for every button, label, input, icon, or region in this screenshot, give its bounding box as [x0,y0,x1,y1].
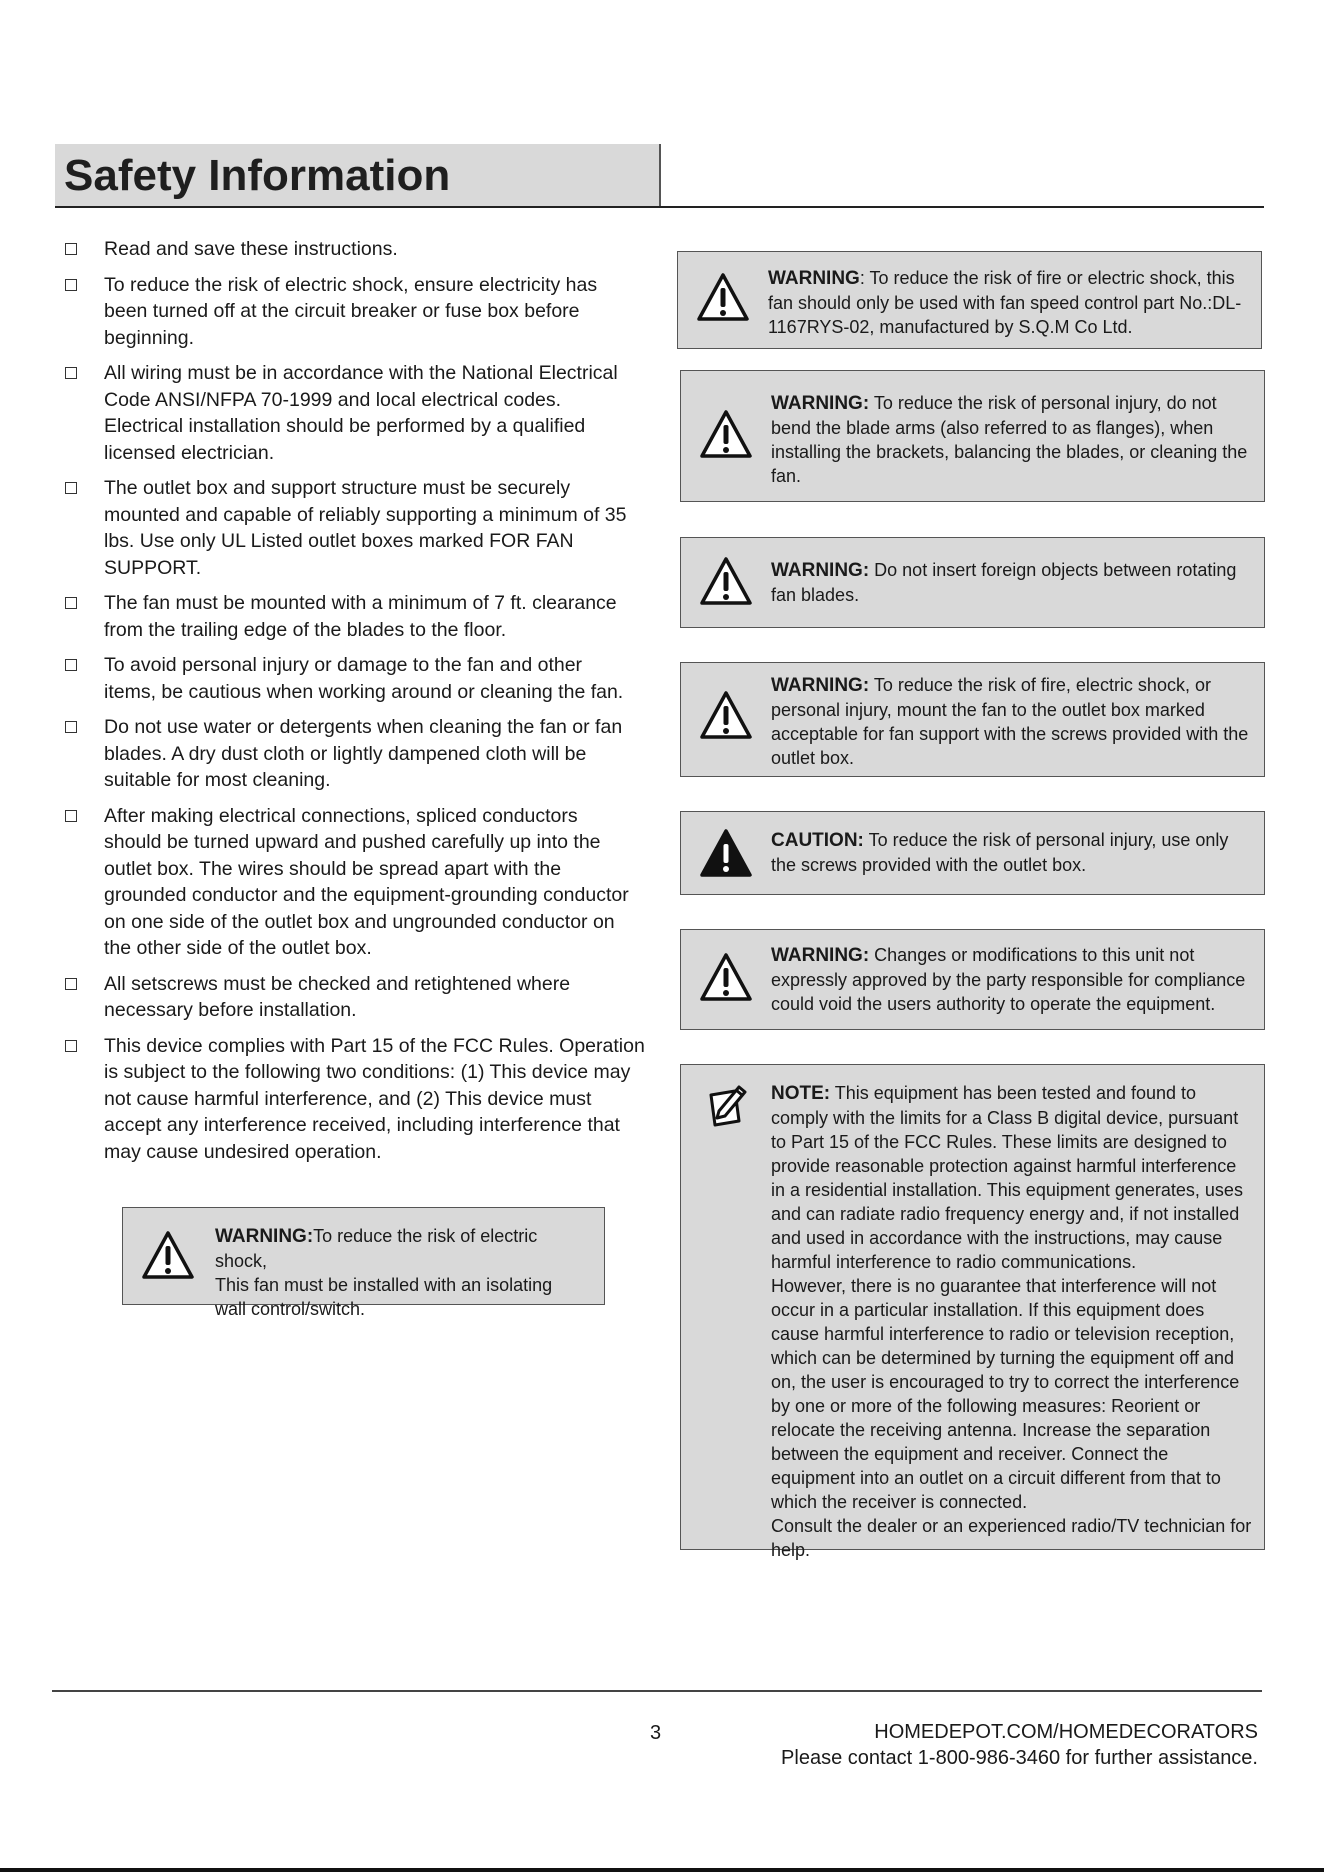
warning-label: WARNING: [771,945,870,966]
list-item-text: This device complies with Part 15 of the FCC Rules. Operation is subject to the following two conditions: (1) This device may not cause harmful interference, and (2) This device must accept any interference received, including interference that may cause undesired operation. [104,1034,645,1163]
warning-label: WARNING: [771,675,870,696]
warning-label: WARNING: [771,560,870,581]
list-item [62,272,652,352]
warning-icon [141,1230,195,1280]
warning-body: : To reduce the risk of fire or electric shock, this fan should only be used with fan speed control part No.:DL-1167RYS-02, manufactured by S.Q.M Co Ltd. [768,268,1242,337]
page-title: Safety Information [64,151,451,200]
page-bottom-rule [0,1868,1324,1872]
warning-text [768,266,1251,339]
warning-icon [699,409,753,459]
checkbox-icon [65,810,77,822]
warning-icon [696,272,750,322]
checkbox-icon [65,978,77,990]
note-pencil-icon [705,1083,751,1129]
warning-label: WARNING: [771,393,870,414]
warning-text [771,558,1254,607]
header-divider [55,206,1264,208]
list-item [62,475,652,581]
list-item-text: To reduce the risk of electric shock, ensure electricity has been turned off at the circuit breaker or fuse box before beginning. [104,273,598,349]
warning-body: To reduce the risk of personal injury, do not bend the blade arms (also referred to as flanges), when installing the brackets, balancing the blades, or cleaning the fan. [771,393,1248,486]
list-item [62,714,652,794]
warning-label: WARNING [768,268,860,289]
warning-label: WARNING: [215,1226,314,1247]
checkbox-icon [65,279,77,291]
screws-caution [680,811,1265,895]
warning-text [771,391,1254,488]
list-item-text: All setscrews must be checked and retightened where necessary before installation. [104,972,571,1021]
caution-label: CAUTION: [771,830,864,851]
footer-website: HOMEDEPOT.COM/HOMEDECORATORS [874,1721,1258,1743]
checkbox-icon [65,659,77,671]
warning-body: To reduce the risk of electric shock, This fan must be installed with an isolating wall control/switch. [215,1226,553,1319]
warning-body: Do not insert foreign objects between rotating fan blades. [771,560,1237,605]
list-item-text: To avoid personal injury or damage to the fan and other items, be cautious when working around or cleaning the fan. [104,654,624,703]
warning-body: Changes or modifications to this unit not expressly approved by the party responsible for compliance could void the users authority to operate the equipment. [771,945,1246,1014]
warning-icon [699,690,753,740]
list-item-text: All wiring must be in accordance with the National Electrical Code ANSI/NFPA 70-1999 and local electrical codes. Electrical installation should be performed by a qualified licensed electrician. [104,362,618,464]
modifications-warning [680,929,1265,1030]
caution-icon [699,828,753,878]
warning-text [771,943,1254,1016]
warning-text [771,673,1254,770]
list-item-text: The outlet box and support structure must be securely mounted and capable of reliably supporting a minimum of 35 lbs. Use only UL Listed outlet boxes marked FOR FAN SUPPORT. [104,477,627,579]
list-item [62,236,652,263]
warning-body: To reduce the risk of fire, electric shock, or personal injury, mount the fan to the outlet box marked acceptable for fan support with the screws provided with the outlet box. [771,675,1249,768]
note-text [771,1081,1254,1562]
list-item-text: After making electrical connections, spliced conductors should be turned upward and pushed carefully up into the outlet box. The wires should be spread apart with the grounded conductor and the equipment-grounding conductor on one side of the outlet box and ungrounded conductor on the other side of the outlet box. [104,804,629,959]
warning-icon [699,556,753,606]
list-item [62,590,652,643]
outlet-box-warning [680,662,1265,777]
footer-contact: Please contact 1-800-986-3460 for further assistance. [781,1747,1258,1769]
note-body: This equipment has been tested and found to comply with the limits for a Class B digital device, pursuant to Part 15 of the FCC Rules. These limits are designed to provide reasonable protection against harmful interference in a residential installation. This equipment generates, uses and can radiate radio frequency energy and, if not installed and used in accordance with the instructions, may cause harmful interference to radio communications. However, there is no guarantee that interference will not occur in a particular installation. If this equipment does cause harmful interference to radio or television reception, which can be determined by turning the equipment off and on, the user is encouraged to try to correct the interference by one or more of the following measures: Reorient or relocate the receiving antenna. Increase the separation between the equipment and receiver. Connect the equipment into an outlet on a circuit different from that to which the receiver is connected. Consult the dealer or an experienced radio/TV technician for help. [771,1083,1252,1560]
safety-list [62,236,652,1174]
list-item [62,971,652,1024]
list-item [62,360,652,466]
blade-arms-warning [680,370,1265,502]
list-item-text: Do not use water or detergents when cleaning the fan or fan blades. A dry dust cloth or lightly dampened cloth will be suitable for most cleaning. [104,716,623,791]
warning-icon [699,952,753,1002]
checkbox-icon [65,597,77,609]
checkbox-icon [65,243,77,255]
caution-body: To reduce the risk of personal injury, use only the screws provided with the outlet box. [771,830,1229,875]
list-item [62,803,652,962]
checkbox-icon [65,482,77,494]
checkbox-icon [65,1040,77,1052]
list-item [62,1033,652,1166]
checkbox-icon [65,721,77,733]
left-warning-box [122,1207,605,1319]
list-item-text: The fan must be mounted with a minimum of 7 ft. clearance from the trailing edge of the blades to the floor. [104,592,617,641]
left-warning-text [215,1224,594,1321]
list-item [62,652,652,705]
fan-speed-control-warning [677,251,1262,349]
checkbox-icon [65,367,77,379]
footer-divider [52,1690,1262,1692]
foreign-objects-warning [680,537,1265,628]
caution-text [771,828,1254,877]
fcc-note-box [680,1064,1265,1560]
list-item-text: Read and save these instructions. [104,238,398,260]
page-number: 3 [650,1722,662,1744]
note-label: NOTE: [771,1083,831,1104]
